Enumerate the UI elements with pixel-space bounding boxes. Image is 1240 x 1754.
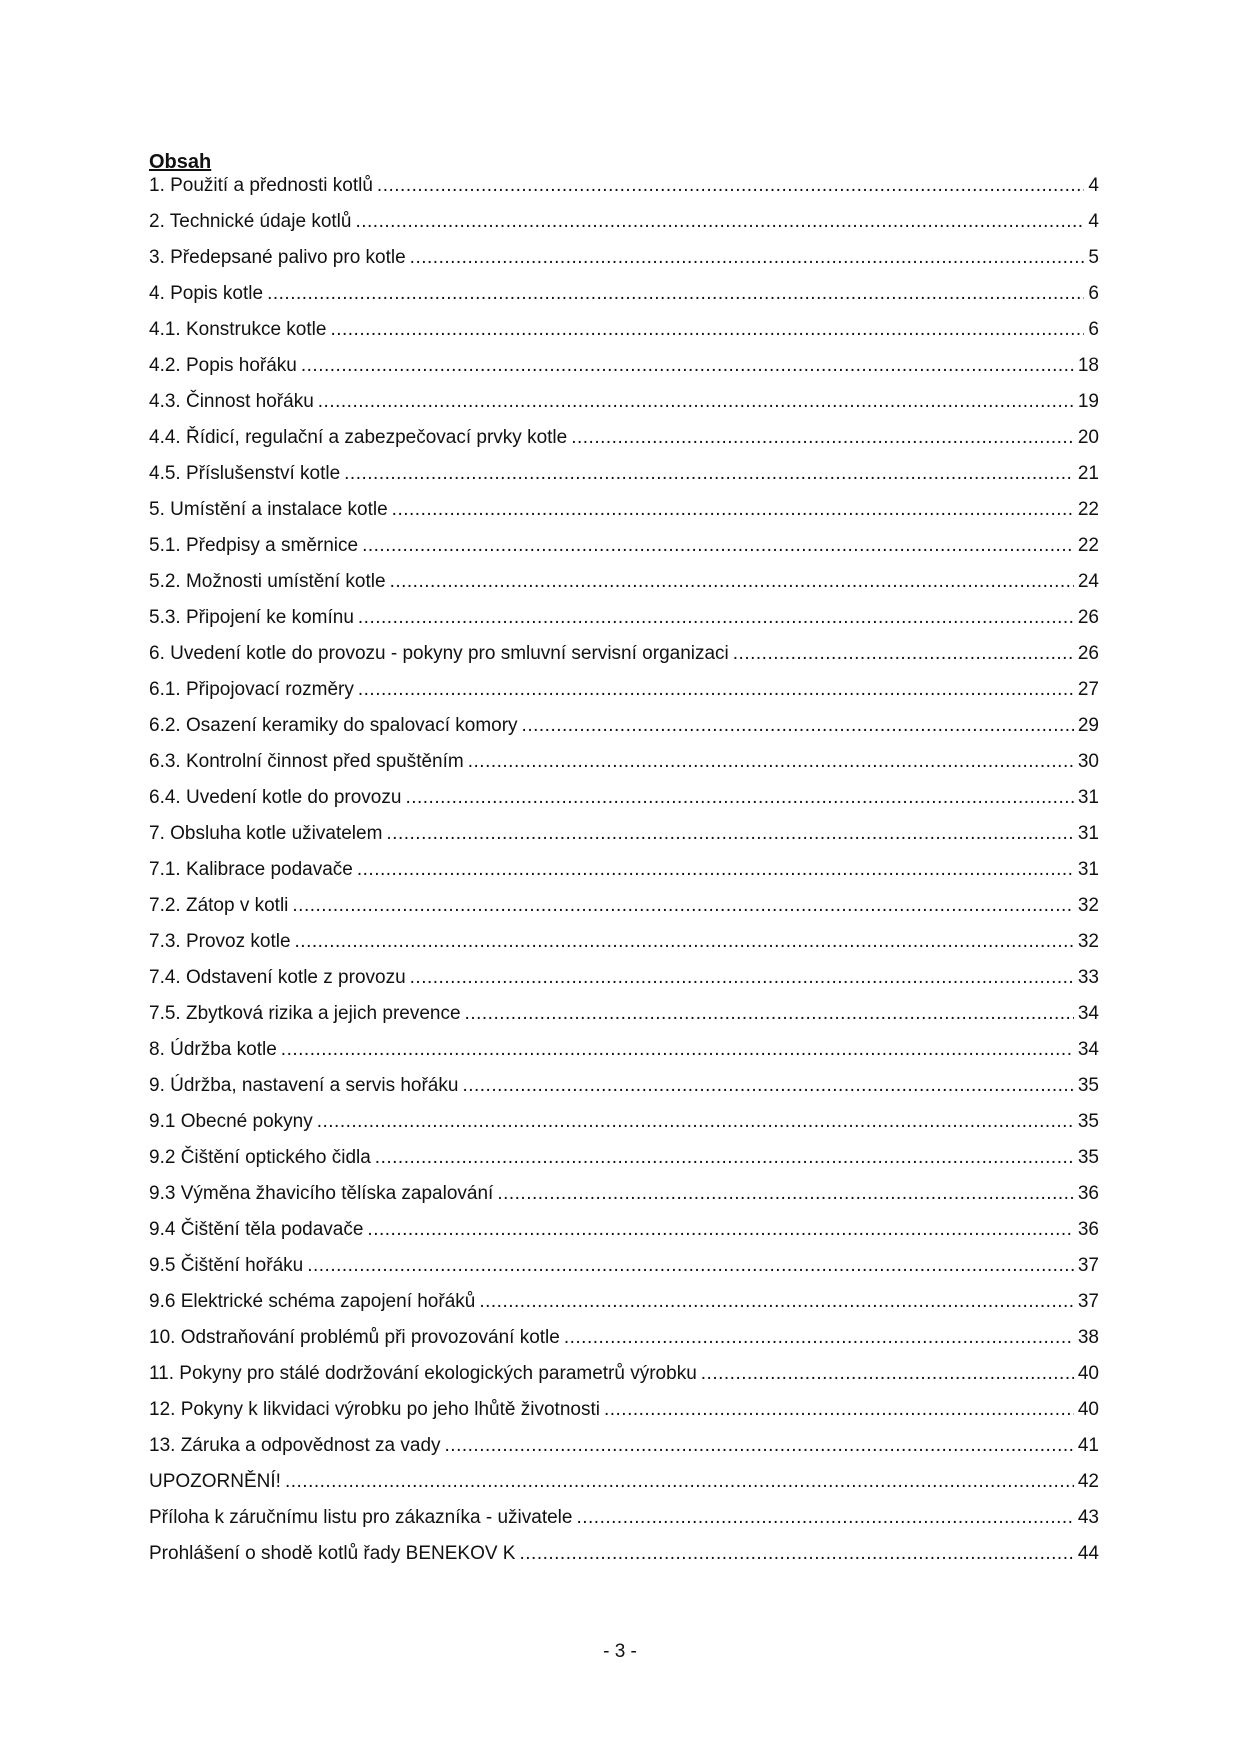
toc-entry-title: 5.3. Připojení ke komínu <box>149 607 354 628</box>
toc-leader-dots <box>604 1396 1074 1424</box>
toc-entry[interactable] <box>149 784 1099 820</box>
toc-entry-title: 12. Pokyny k likvidaci výrobku po jeho lhůtě životnosti <box>149 1399 600 1420</box>
toc-leader-dots <box>576 1504 1073 1532</box>
toc-entry[interactable] <box>149 640 1099 676</box>
toc-leader-dots <box>358 604 1074 632</box>
toc-entry-title: 9.4 Čištění těla podavače <box>149 1219 364 1240</box>
toc-entry[interactable] <box>149 532 1099 568</box>
toc-entry-page: 21 <box>1077 463 1099 484</box>
toc-entry-title: 8. Údržba kotle <box>149 1039 277 1060</box>
toc-entry-page: 31 <box>1077 859 1099 880</box>
toc-entry-title: 7.4. Odstavení kotle z provozu <box>149 967 406 988</box>
toc-entry-title: 7.5. Zbytková rizika a jejich prevence <box>149 1003 461 1024</box>
toc-entry[interactable] <box>149 568 1099 604</box>
toc-entry[interactable] <box>149 1180 1099 1216</box>
toc-entry[interactable] <box>149 892 1099 928</box>
toc-entry[interactable] <box>149 820 1099 856</box>
toc-entry-page: 41 <box>1077 1435 1099 1456</box>
toc-entry-title: 13. Záruka a odpovědnost za vady <box>149 1435 441 1456</box>
toc-entry[interactable] <box>149 496 1099 532</box>
toc-leader-dots <box>571 424 1074 452</box>
toc-entry-page: 43 <box>1077 1507 1099 1528</box>
toc-entry[interactable] <box>149 388 1099 424</box>
toc-entry-page: 29 <box>1077 715 1099 736</box>
toc-entry-title: 3. Předepsané palivo pro kotle <box>149 247 406 268</box>
toc-entry-page: 22 <box>1077 535 1099 556</box>
toc-entry-page: 40 <box>1077 1363 1099 1384</box>
toc-entry-title: 6.4. Uvedení kotle do provozu <box>149 787 402 808</box>
toc-entry[interactable] <box>149 172 1099 208</box>
toc-entry[interactable] <box>149 856 1099 892</box>
toc-entry[interactable] <box>149 352 1099 388</box>
toc-entry[interactable] <box>149 1432 1099 1468</box>
toc-heading: Obsah <box>149 151 212 173</box>
toc-entry-page: 24 <box>1077 571 1099 592</box>
toc-leader-dots <box>386 820 1073 848</box>
toc-leader-dots <box>479 1288 1074 1316</box>
toc-leader-dots <box>344 460 1074 488</box>
toc-entry-page: 5 <box>1088 247 1099 268</box>
toc-entry-title: 5.2. Možnosti umístění kotle <box>149 571 386 592</box>
toc-leader-dots <box>522 712 1074 740</box>
toc-entry-title: 9. Údržba, nastavení a servis hořáku <box>149 1075 459 1096</box>
toc-leader-dots <box>362 532 1074 560</box>
toc-entry-title: 4.4. Řídicí, regulační a zabezpečovací prvky kotle <box>149 427 568 448</box>
toc-entry[interactable] <box>149 244 1099 280</box>
toc-entry[interactable] <box>149 1108 1099 1144</box>
toc-entry-page: 20 <box>1077 427 1099 448</box>
toc-entry-title: 4.1. Konstrukce kotle <box>149 319 327 340</box>
toc-entry-page: 6 <box>1088 319 1099 340</box>
toc-entry-page: 35 <box>1077 1111 1099 1132</box>
toc-entry-page: 35 <box>1077 1075 1099 1096</box>
toc-leader-dots <box>307 1252 1074 1280</box>
toc-entry[interactable] <box>149 1504 1099 1540</box>
toc-leader-dots <box>330 316 1084 344</box>
toc-entry-page: 38 <box>1077 1327 1099 1348</box>
toc-entry-page: 4 <box>1088 175 1099 196</box>
toc-entry-page: 26 <box>1077 643 1099 664</box>
toc-entry-page: 37 <box>1077 1255 1099 1276</box>
toc-leader-dots <box>392 496 1074 524</box>
toc-entry-title: Příloha k záručnímu listu pro zákazníka - uživatele <box>149 1507 573 1528</box>
toc-entry[interactable] <box>149 1324 1099 1360</box>
toc-entry[interactable] <box>149 1252 1099 1288</box>
toc-entry-title: 6.3. Kontrolní činnost před spuštěním <box>149 751 464 772</box>
toc-entry[interactable] <box>149 1036 1099 1072</box>
toc-entry[interactable] <box>149 1072 1099 1108</box>
page-number: - 3 - <box>603 1641 637 1662</box>
toc-entry[interactable] <box>149 676 1099 712</box>
toc-leader-dots <box>445 1432 1074 1460</box>
toc-entry-page: 40 <box>1077 1399 1099 1420</box>
toc-entry-title: 9.2 Čištění optického čidla <box>149 1147 371 1168</box>
toc-entry-page: 34 <box>1077 1039 1099 1060</box>
toc-entry-title: 6. Uvedení kotle do provozu - pokyny pro smluvní servisní organizaci <box>149 643 729 664</box>
toc-entry-page: 4 <box>1088 211 1099 232</box>
toc-entry[interactable] <box>149 1000 1099 1036</box>
toc-entry-page: 31 <box>1077 823 1099 844</box>
toc-entry-title: UPOZORNĚNÍ! <box>149 1471 281 1492</box>
toc-leader-dots <box>281 1036 1074 1064</box>
toc-entry-title: 9.5 Čištění hořáku <box>149 1255 304 1276</box>
toc-entry[interactable] <box>149 1216 1099 1252</box>
toc-entry[interactable] <box>149 712 1099 748</box>
toc-entry-title: 9.6 Elektrické schéma zapojení hořáků <box>149 1291 476 1312</box>
toc-entry-page: 26 <box>1077 607 1099 628</box>
toc-entry[interactable] <box>149 604 1099 640</box>
toc-leader-dots <box>318 388 1074 416</box>
toc-leader-dots <box>468 748 1074 776</box>
toc-entry-title: 9.3 Výměna žhavicího tělíska zapalování <box>149 1183 494 1204</box>
toc-entry-title: Prohlášení o shodě kotlů řady BENEKOV K <box>149 1543 516 1564</box>
toc-entry[interactable] <box>149 964 1099 1000</box>
toc-leader-dots <box>301 352 1074 380</box>
toc-entry-page: 37 <box>1077 1291 1099 1312</box>
toc-leader-dots <box>410 964 1074 992</box>
toc-entry-title: 7.3. Provoz kotle <box>149 931 291 952</box>
toc-entry-page: 27 <box>1077 679 1099 700</box>
toc-entry[interactable] <box>149 748 1099 784</box>
toc-entry-page: 32 <box>1077 931 1099 952</box>
toc-leader-dots <box>358 676 1074 704</box>
toc-entry-title: 6.1. Připojovací rozměry <box>149 679 354 700</box>
toc-leader-dots <box>317 1108 1074 1136</box>
toc-entry-page: 36 <box>1077 1219 1099 1240</box>
toc-leader-dots <box>564 1324 1074 1352</box>
toc-leader-dots <box>519 1540 1073 1568</box>
toc-leader-dots <box>410 244 1085 272</box>
toc-entry-page: 19 <box>1077 391 1099 412</box>
toc-entry[interactable] <box>149 928 1099 964</box>
toc-leader-dots <box>375 1144 1074 1172</box>
toc-entry-title: 6.2. Osazení keramiky do spalovací komory <box>149 715 518 736</box>
toc-entry-page: 32 <box>1077 895 1099 916</box>
toc-entry-title: 9.1 Obecné pokyny <box>149 1111 313 1132</box>
toc-entry[interactable] <box>149 316 1099 352</box>
toc-entry-title: 7. Obsluha kotle uživatelem <box>149 823 383 844</box>
toc-entry-page: 6 <box>1088 283 1099 304</box>
toc-entry-title: 5. Umístění a instalace kotle <box>149 499 388 520</box>
toc-leader-dots <box>377 172 1085 200</box>
toc-entry-page: 31 <box>1077 787 1099 808</box>
toc-entry[interactable] <box>149 1288 1099 1324</box>
toc-entry-page: 36 <box>1077 1183 1099 1204</box>
toc-entry-title: 5.1. Předpisy a směrnice <box>149 535 359 556</box>
toc-leader-dots <box>497 1180 1074 1208</box>
toc-entry-title: 7.1. Kalibrace podavače <box>149 859 353 880</box>
toc-entry-title: 4.2. Popis hořáku <box>149 355 297 376</box>
toc-entry-page: 44 <box>1077 1543 1099 1564</box>
toc-entry-title: 4. Popis kotle <box>149 283 264 304</box>
toc-entry[interactable] <box>149 1468 1099 1504</box>
toc-entry[interactable] <box>149 424 1099 460</box>
table-of-contents <box>149 172 1099 1576</box>
toc-entry[interactable] <box>149 1360 1099 1396</box>
toc-leader-dots <box>355 208 1084 236</box>
toc-entry-page: 35 <box>1077 1147 1099 1168</box>
toc-entry[interactable] <box>149 208 1099 244</box>
toc-entry-page: 33 <box>1077 967 1099 988</box>
toc-entry[interactable] <box>149 1540 1099 1576</box>
toc-entry-page: 18 <box>1077 355 1099 376</box>
toc-leader-dots <box>367 1216 1073 1244</box>
toc-entry-title: 11. Pokyny pro stálé dodržování ekologických parametrů výrobku <box>149 1363 697 1384</box>
toc-entry-page: 30 <box>1077 751 1099 772</box>
toc-entry-title: 7.2. Zátop v kotli <box>149 895 289 916</box>
toc-entry-title: 1. Použití a přednosti kotlů <box>149 175 373 196</box>
toc-entry-page: 42 <box>1077 1471 1099 1492</box>
toc-leader-dots <box>292 892 1073 920</box>
toc-entry[interactable] <box>149 460 1099 496</box>
toc-entry[interactable] <box>149 280 1099 316</box>
toc-leader-dots <box>733 640 1074 668</box>
toc-leader-dots <box>701 1360 1074 1388</box>
toc-leader-dots <box>295 928 1074 956</box>
toc-leader-dots <box>285 1468 1074 1496</box>
toc-leader-dots <box>405 784 1073 812</box>
toc-leader-dots <box>357 856 1074 884</box>
toc-entry-title: 4.3. Činnost hořáku <box>149 391 314 412</box>
toc-entry-title: 10. Odstraňování problémů při provozování kotle <box>149 1327 560 1348</box>
toc-leader-dots <box>465 1000 1074 1028</box>
toc-entry[interactable] <box>149 1396 1099 1432</box>
toc-entry-title: 4.5. Příslušenství kotle <box>149 463 341 484</box>
toc-leader-dots <box>462 1072 1073 1100</box>
toc-leader-dots <box>267 280 1084 308</box>
toc-entry-title: 2. Technické údaje kotlů <box>149 211 352 232</box>
toc-entry[interactable] <box>149 1144 1099 1180</box>
toc-entry-page: 22 <box>1077 499 1099 520</box>
toc-entry-page: 34 <box>1077 1003 1099 1024</box>
toc-leader-dots <box>390 568 1074 596</box>
